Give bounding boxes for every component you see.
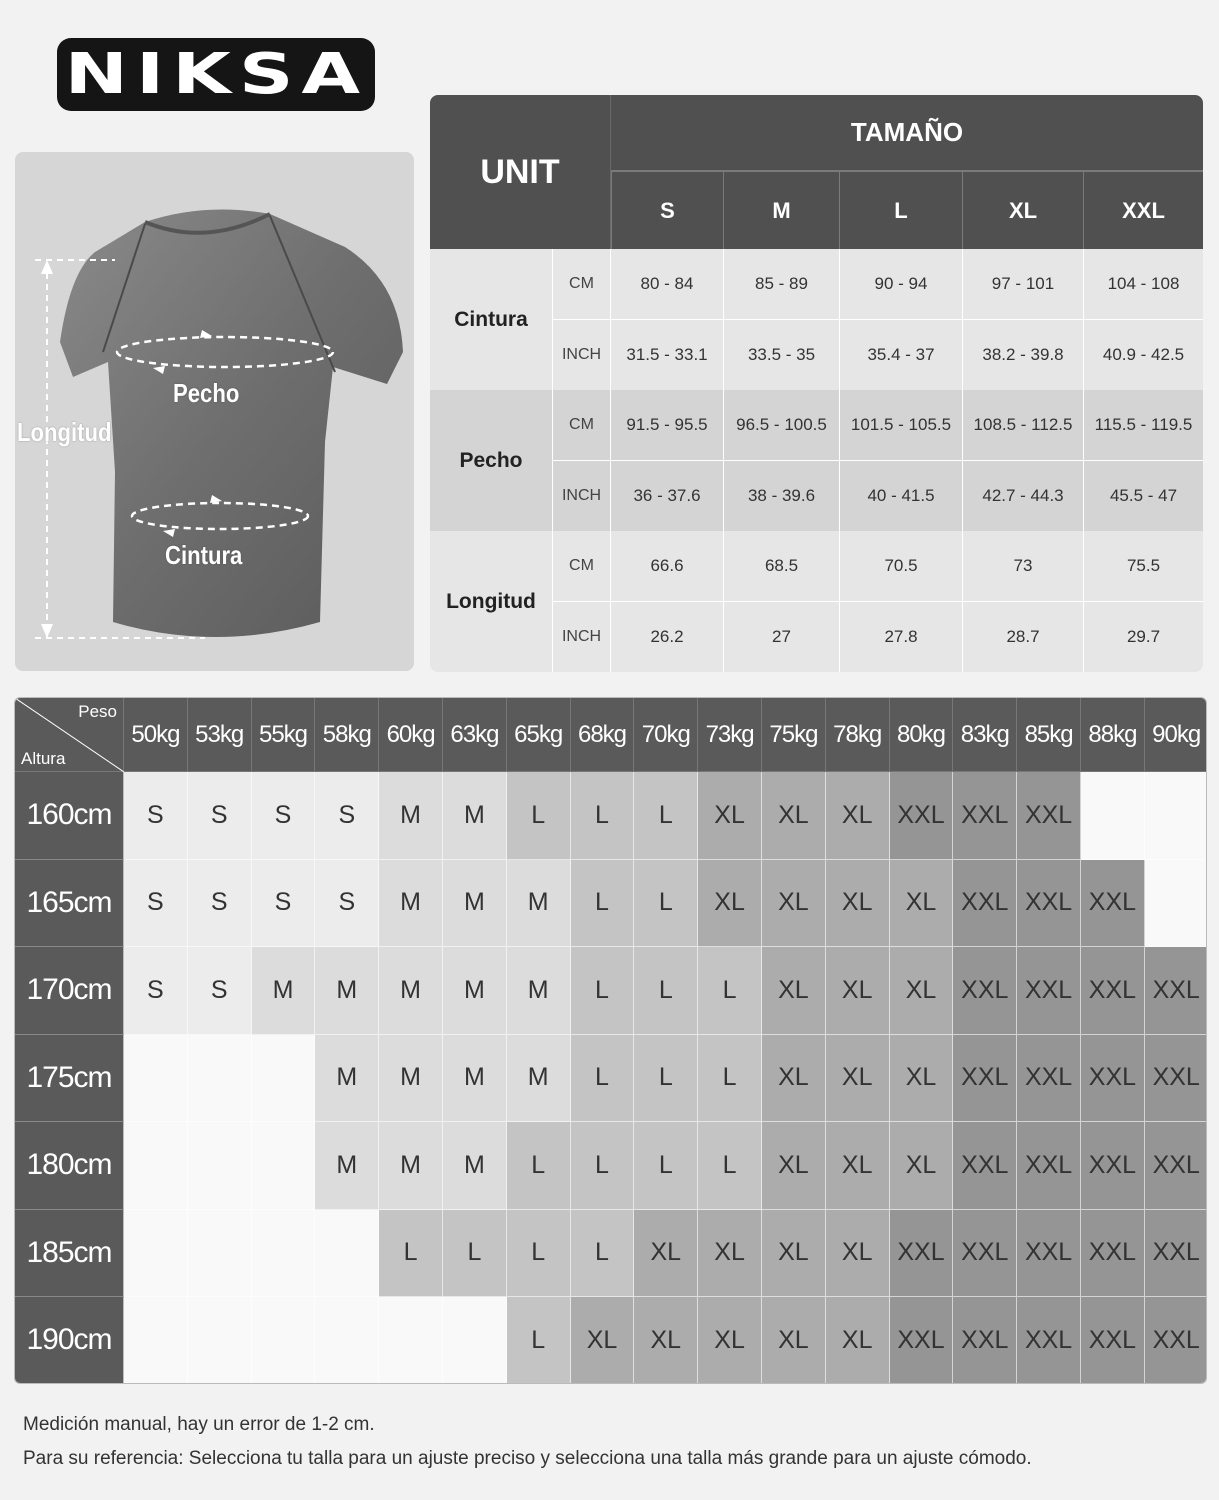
fit-cell: S [124, 860, 188, 948]
fit-cell [315, 1210, 379, 1298]
size-measurement-table [430, 95, 1203, 672]
fit-cell: XXL [1081, 1122, 1145, 1210]
fit-cell [124, 1210, 188, 1298]
unit-label: CM [552, 390, 611, 460]
fit-cell [315, 1297, 379, 1384]
height-label-175cm: 175cm [15, 1035, 124, 1123]
fit-cell [124, 1035, 188, 1123]
fit-cell: XXL [1017, 1122, 1081, 1210]
fit-cell: M [379, 1122, 443, 1210]
fit-cell: XXL [1145, 1297, 1207, 1384]
measure-value: 75.5 [1083, 531, 1203, 601]
measure-value: 28.7 [962, 601, 1083, 672]
fit-cell [1145, 772, 1207, 860]
weight-header-63kg: 63kg [443, 698, 507, 772]
measure-value: 108.5 - 112.5 [962, 390, 1083, 460]
fit-cell: S [188, 772, 252, 860]
measure-value: 85 - 89 [723, 249, 839, 319]
row-label-cintura: Cintura [430, 249, 552, 390]
fit-cell: M [252, 947, 316, 1035]
measure-value: 66.6 [611, 531, 723, 601]
fit-cell: M [507, 1035, 571, 1123]
fit-cell: XL [762, 772, 826, 860]
length-label: Longitud [17, 417, 112, 447]
fit-cell [379, 1297, 443, 1384]
fit-cell: XL [826, 860, 890, 948]
fit-cell: M [443, 1122, 507, 1210]
measure-value: 115.5 - 119.5 [1083, 390, 1203, 460]
fit-cell: XL [698, 1297, 762, 1384]
measure-value: 27.8 [839, 601, 962, 672]
shirt-illustration [15, 152, 414, 671]
fit-cell: XL [890, 1122, 954, 1210]
fit-cell: XXL [1081, 1297, 1145, 1384]
fit-cell [188, 1035, 252, 1123]
fit-cell: L [634, 772, 698, 860]
weight-header-70kg: 70kg [634, 698, 698, 772]
unit-label: CM [552, 249, 611, 319]
fit-cell [252, 1122, 316, 1210]
fit-cell: XL [634, 1210, 698, 1298]
fit-cell [252, 1035, 316, 1123]
height-label-190cm: 190cm [15, 1297, 124, 1384]
fit-cell: M [315, 947, 379, 1035]
fit-cell: XXL [1145, 1122, 1207, 1210]
fit-cell: XXL [1145, 947, 1207, 1035]
fit-cell: M [379, 860, 443, 948]
fit-cell: M [507, 860, 571, 948]
fit-cell: XXL [890, 1210, 954, 1298]
weight-header-53kg: 53kg [188, 698, 252, 772]
fit-cell: XXL [1017, 1297, 1081, 1384]
fit-cell: XXL [1081, 1210, 1145, 1298]
height-label-185cm: 185cm [15, 1210, 124, 1298]
fit-cell: XL [762, 1122, 826, 1210]
fit-cell: L [634, 860, 698, 948]
size-col-xl: XL [962, 172, 1083, 249]
fit-cell [1145, 860, 1207, 948]
fit-cell: XL [762, 947, 826, 1035]
fit-cell [188, 1122, 252, 1210]
fit-cell: M [443, 1035, 507, 1123]
fit-cell: S [315, 772, 379, 860]
note-measurement-error: Medición manual, hay un error de 1-2 cm. [23, 1414, 375, 1435]
size-header: TAMAÑO [611, 95, 1203, 172]
fit-cell: XL [698, 772, 762, 860]
height-label-180cm: 180cm [15, 1122, 124, 1210]
fit-cell: XL [571, 1297, 635, 1384]
fit-cell: XL [762, 1210, 826, 1298]
weight-header-80kg: 80kg [890, 698, 954, 772]
measure-value: 40 - 41.5 [839, 460, 962, 531]
weight-header-75kg: 75kg [762, 698, 826, 772]
fit-cell: L [571, 1210, 635, 1298]
fit-cell: XXL [1145, 1210, 1207, 1298]
fit-cell: S [315, 860, 379, 948]
measure-value: 38.2 - 39.8 [962, 319, 1083, 390]
size-col-l: L [839, 172, 962, 249]
fit-cell: XXL [1081, 947, 1145, 1035]
weight-header-83kg: 83kg [953, 698, 1017, 772]
fit-cell: XXL [953, 772, 1017, 860]
size-col-m: M [723, 172, 839, 249]
fit-cell: XXL [1145, 1035, 1207, 1123]
measure-value: 26.2 [611, 601, 723, 672]
fit-cell: L [443, 1210, 507, 1298]
fit-cell: XXL [1017, 1210, 1081, 1298]
chest-label: Pecho [173, 378, 240, 408]
measure-value: 45.5 - 47 [1083, 460, 1203, 531]
height-label-160cm: 160cm [15, 772, 124, 860]
brand-logo [57, 38, 375, 111]
fit-cell: L [634, 947, 698, 1035]
fit-cell: L [571, 772, 635, 860]
fit-cell: L [698, 1122, 762, 1210]
fit-cell: M [315, 1122, 379, 1210]
measure-value: 96.5 - 100.5 [723, 390, 839, 460]
fit-cell: XL [826, 947, 890, 1035]
fit-cell: XL [890, 947, 954, 1035]
fit-cell: M [315, 1035, 379, 1123]
fit-cell: XL [634, 1297, 698, 1384]
fit-cell: XXL [953, 1210, 1017, 1298]
fit-cell: XL [826, 1210, 890, 1298]
fit-cell: S [252, 860, 316, 948]
measure-value: 80 - 84 [611, 249, 723, 319]
fit-cell: XXL [953, 1297, 1017, 1384]
measure-value: 73 [962, 531, 1083, 601]
fit-cell: XXL [1081, 1035, 1145, 1123]
fit-cell: XL [762, 1297, 826, 1384]
fit-cell: XL [890, 860, 954, 948]
measure-value: 97 - 101 [962, 249, 1083, 319]
row-label-longitud: Longitud [430, 531, 552, 672]
shirt-measurement-figure [15, 152, 414, 671]
fit-cell: M [379, 947, 443, 1035]
measure-value: 38 - 39.6 [723, 460, 839, 531]
fit-cell: L [379, 1210, 443, 1298]
fit-cell: XXL [953, 1122, 1017, 1210]
fit-cell: L [507, 1210, 571, 1298]
fit-cell [124, 1297, 188, 1384]
weight-header-55kg: 55kg [252, 698, 316, 772]
measure-value: 70.5 [839, 531, 962, 601]
size-col-s: S [611, 172, 723, 249]
fit-cell: XXL [953, 860, 1017, 948]
fit-cell [1081, 772, 1145, 860]
fit-cell: XXL [890, 1297, 954, 1384]
fit-cell: L [698, 947, 762, 1035]
fit-cell: L [571, 1122, 635, 1210]
weight-header-85kg: 85kg [1017, 698, 1081, 772]
measure-value: 40.9 - 42.5 [1083, 319, 1203, 390]
unit-header: UNIT [430, 95, 611, 249]
fit-cell [188, 1210, 252, 1298]
fit-cell: XXL [953, 1035, 1017, 1123]
measure-value: 68.5 [723, 531, 839, 601]
fit-cell [124, 1122, 188, 1210]
fit-cell: L [571, 1035, 635, 1123]
fit-cell: XL [826, 1297, 890, 1384]
height-label-165cm: 165cm [15, 860, 124, 948]
fit-cell: L [507, 1297, 571, 1384]
weight-header-58kg: 58kg [315, 698, 379, 772]
waist-label: Cintura [165, 540, 243, 570]
measure-value: 27 [723, 601, 839, 672]
fit-cell: L [698, 1035, 762, 1123]
fit-cell: XL [698, 1210, 762, 1298]
fit-cell: L [507, 772, 571, 860]
fit-cell: S [124, 772, 188, 860]
fit-cell: S [252, 772, 316, 860]
fit-cell: L [571, 947, 635, 1035]
fit-cell: S [188, 947, 252, 1035]
weight-header-88kg: 88kg [1081, 698, 1145, 772]
measure-value: 104 - 108 [1083, 249, 1203, 319]
weight-header-65kg: 65kg [507, 698, 571, 772]
fit-cell: XXL [1017, 947, 1081, 1035]
fit-cell [252, 1210, 316, 1298]
fit-cell: XXL [1081, 860, 1145, 948]
corner-height-label: Altura [21, 749, 66, 768]
weight-header-78kg: 78kg [826, 698, 890, 772]
fit-cell: XL [826, 1035, 890, 1123]
measure-value: 36 - 37.6 [611, 460, 723, 531]
measure-value: 29.7 [1083, 601, 1203, 672]
unit-label: INCH [552, 460, 611, 531]
weight-header-90kg: 90kg [1145, 698, 1207, 772]
measure-value: 31.5 - 33.1 [611, 319, 723, 390]
note-size-reference: Para su referencia: Selecciona tu talla para un ajuste preciso y selecciona una talla más grande para un ajuste cómodo. [23, 1448, 1032, 1469]
fit-cell [188, 1297, 252, 1384]
fit-cell: XXL [1017, 860, 1081, 948]
fit-cell: S [124, 947, 188, 1035]
fit-cell: XL [762, 860, 826, 948]
fit-cell: XL [698, 860, 762, 948]
fit-cell: XL [826, 1122, 890, 1210]
fit-cell: XL [762, 1035, 826, 1123]
fit-cell: XL [890, 1035, 954, 1123]
fit-cell [443, 1297, 507, 1384]
fit-cell: L [571, 860, 635, 948]
unit-label: INCH [552, 601, 611, 672]
fit-cell: M [443, 860, 507, 948]
measure-value: 91.5 - 95.5 [611, 390, 723, 460]
unit-label: CM [552, 531, 611, 601]
fit-cell: L [634, 1035, 698, 1123]
fit-cell: L [507, 1122, 571, 1210]
fit-cell: L [634, 1122, 698, 1210]
weight-header-68kg: 68kg [571, 698, 635, 772]
height-label-170cm: 170cm [15, 947, 124, 1035]
fit-cell: S [188, 860, 252, 948]
unit-label: INCH [552, 319, 611, 390]
fit-cell: XXL [1017, 1035, 1081, 1123]
measure-value: 101.5 - 105.5 [839, 390, 962, 460]
corner-weight-label: Peso [78, 702, 117, 721]
fit-cell: M [379, 772, 443, 860]
size-col-xxl: XXL [1083, 172, 1203, 249]
fit-cell: M [443, 947, 507, 1035]
fit-cell: M [379, 1035, 443, 1123]
measure-value: 35.4 - 37 [839, 319, 962, 390]
fit-cell: XXL [953, 947, 1017, 1035]
fit-cell: XXL [890, 772, 954, 860]
fit-cell [252, 1297, 316, 1384]
measure-value: 90 - 94 [839, 249, 962, 319]
measure-value: 33.5 - 35 [723, 319, 839, 390]
weight-header-60kg: 60kg [379, 698, 443, 772]
weight-header-50kg: 50kg [124, 698, 188, 772]
fit-cell: XXL [1017, 772, 1081, 860]
logo-text: NIKSA [64, 42, 368, 107]
measure-value: 42.7 - 44.3 [962, 460, 1083, 531]
corner-header [15, 698, 124, 772]
fit-cell: XL [826, 772, 890, 860]
fit-cell: M [443, 772, 507, 860]
size-fit-chart [14, 697, 1207, 1384]
row-label-pecho: Pecho [430, 390, 552, 531]
fit-cell: M [507, 947, 571, 1035]
weight-header-73kg: 73kg [698, 698, 762, 772]
